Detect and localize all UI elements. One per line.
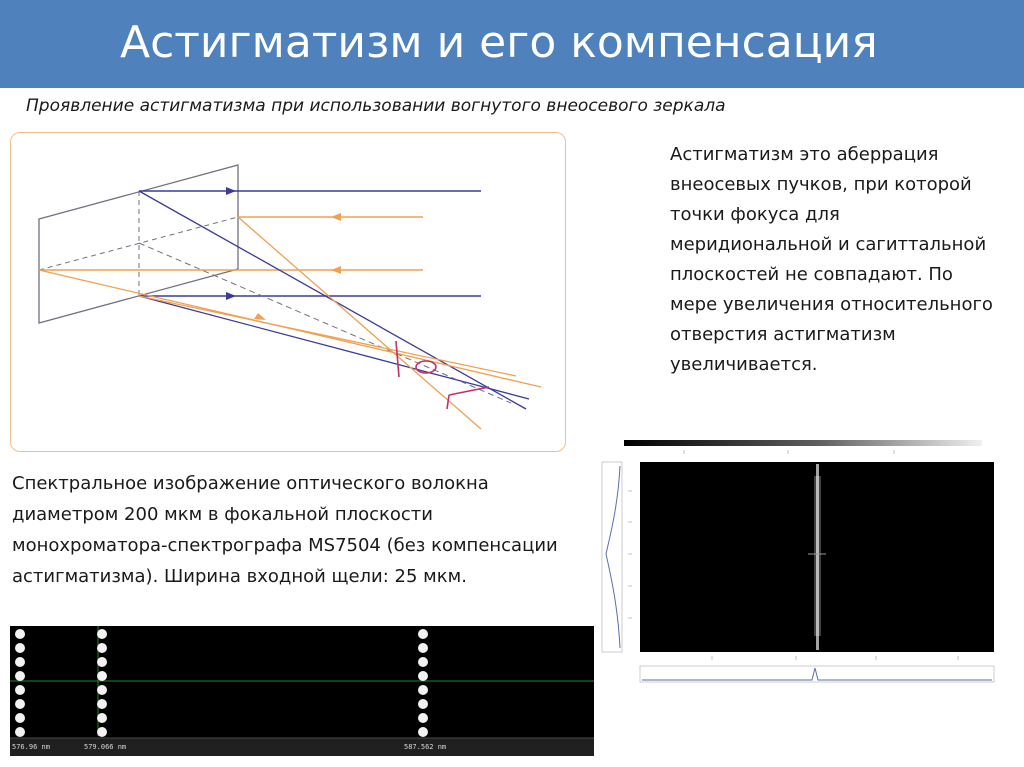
ccd-image-svg	[596, 436, 996, 684]
reflected-ray-blue-2	[139, 296, 529, 399]
reflected-ray-orange-1	[238, 217, 481, 429]
left-scale-ticks	[628, 491, 632, 618]
mirror-diagonal-dashed	[39, 217, 238, 270]
bottom-scale-ticks	[712, 656, 958, 660]
spectral-line-1	[15, 629, 25, 737]
spectrum-image	[10, 626, 594, 756]
astigmatism-diagram	[10, 132, 566, 452]
focus-tick	[447, 395, 449, 409]
ccd-image-panel	[596, 436, 996, 684]
ray-diagram-svg	[11, 133, 567, 453]
slide-subtitle: Проявление астигматизма при использовании вогнутого внеосевого зеркала	[26, 96, 726, 116]
reflected-ray-blue-dashed	[139, 243, 511, 403]
wavelength-label-2: 579.066 nm	[84, 743, 127, 751]
spectrum-svg	[10, 626, 594, 756]
spectral-line-3	[418, 629, 428, 737]
arrow-head-orange-1	[331, 213, 341, 221]
top-scale-ticks	[684, 450, 894, 454]
arrow-head-orange-3	[254, 313, 266, 320]
vertical-profile-frame	[602, 462, 622, 652]
intensity-gradient-bar	[624, 440, 982, 446]
arrow-head-blue-2	[226, 292, 236, 300]
wavelength-label-3: 587.562 nm	[404, 743, 447, 751]
spectrum-caption: Спектральное изображение оптического волокна диаметром 200 мкм в фокальной плоскости монохроматора-спектрографа MS7504 (без компенсации астигматизма). Ширина входной щели: 25 мкм.	[12, 473, 558, 587]
arrow-head-orange-2	[331, 266, 341, 274]
astigmatism-definition: Астигматизм это аберрация внеосевых пучков, при которой точки фокуса для меридиональной и сагиттальной плоскостей не совпадают. По мере увеличения относительного отверстия астигматизм увеличивается.	[670, 144, 993, 375]
slide-title: Астигматизм и его компенсация	[120, 17, 878, 68]
wavelength-label-1: 576.96 nm	[12, 743, 50, 751]
title-bar	[0, 0, 1024, 88]
arrow-head-blue-1	[226, 187, 236, 195]
reflected-ray-orange-3	[139, 296, 516, 376]
meridional-focus-line	[396, 341, 399, 377]
